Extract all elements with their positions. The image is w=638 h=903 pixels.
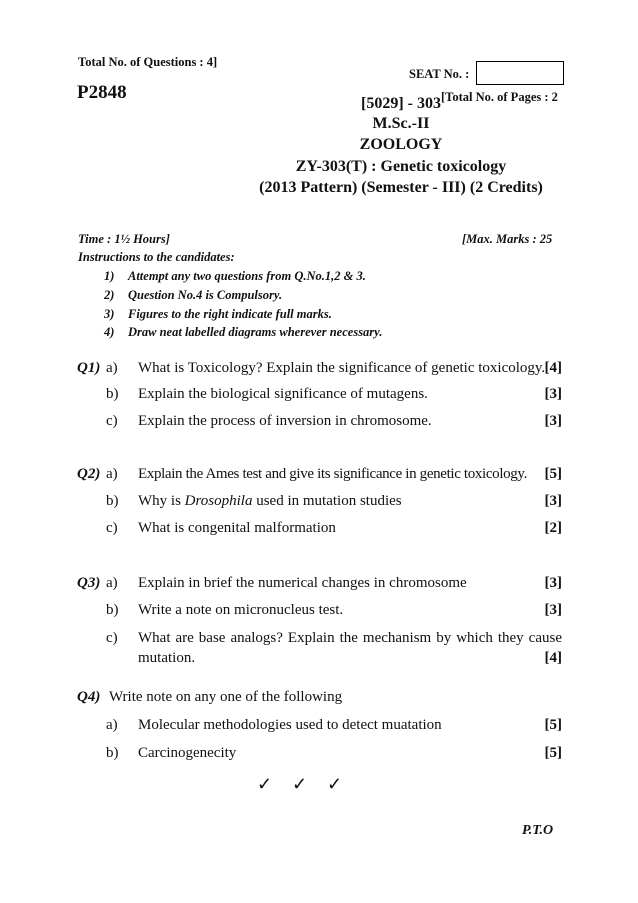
question-label: Q1) xyxy=(77,360,101,376)
part-marks: [5] xyxy=(544,745,562,761)
part-text-line2: mutation. xyxy=(138,650,196,666)
part-letter: a) xyxy=(106,575,118,591)
part-letter: b) xyxy=(106,602,119,618)
course-title xyxy=(0,115,638,133)
question-label: Q2) xyxy=(77,466,101,482)
part-text-post: used in mutation studies xyxy=(252,493,402,509)
part-marks: [3] xyxy=(544,575,562,591)
part-text-italic: Drosophila xyxy=(184,493,253,509)
instruction-num: 1) xyxy=(104,269,115,283)
part-marks: [4] xyxy=(544,360,562,376)
question-label: Q4) xyxy=(77,689,101,705)
part-marks: [5] xyxy=(544,717,562,733)
part-text: What is congenital malformation xyxy=(138,520,336,536)
instruction-num: 2) xyxy=(104,288,115,302)
part-marks: [5] xyxy=(544,466,562,482)
course-text: M.Sc.-II xyxy=(372,115,430,132)
instruction-text: Question No.4 is Compulsory. xyxy=(128,288,283,302)
subject-title xyxy=(0,136,638,154)
subject-text: ZOOLOGY xyxy=(359,136,443,153)
part-letter: b) xyxy=(106,745,119,761)
part-marks: [3] xyxy=(544,493,562,509)
part-text: Write a note on micronucleus test. xyxy=(138,602,344,618)
part-text: Explain in brief the numerical changes in chromosome xyxy=(138,575,467,591)
check-mark-icon: ✓ xyxy=(292,774,308,794)
part-letter: b) xyxy=(106,493,119,509)
part-text-pre: Why is xyxy=(138,493,185,509)
check-mark-icon: ✓ xyxy=(327,774,343,794)
exam-code-text: [5029] - 303 xyxy=(361,95,441,112)
part-marks: [4] xyxy=(544,650,562,666)
part-text: Carcinogenecity xyxy=(138,745,237,761)
paper-title-text: ZY-303(T) : Genetic toxicology xyxy=(295,158,507,175)
seat-no-label: SEAT No. : xyxy=(409,67,470,81)
max-marks: [Max. Marks : 25 xyxy=(462,232,553,246)
instruction-num: 4) xyxy=(104,325,115,339)
instruction-text: Attempt any two questions from Q.No.1,2 & 3. xyxy=(128,269,366,283)
part-text: Molecular methodologies used to detect muatation xyxy=(138,717,442,733)
part-text: Explain the Ames test and give its significance in genetic toxicology. xyxy=(138,466,528,482)
part-letter: a) xyxy=(106,466,118,482)
question-label: Q3) xyxy=(77,575,101,591)
part-marks: [3] xyxy=(544,413,562,429)
part-marks: [3] xyxy=(544,602,562,618)
part-text-line1: What are base analogs? Explain the mechanism by which they cause xyxy=(138,630,562,646)
part-text: What is Toxicology? Explain the significance of genetic toxicology. xyxy=(138,360,546,376)
seat-no-box xyxy=(476,61,564,85)
instruction-text: Figures to the right indicate full marks. xyxy=(128,307,332,321)
part-letter: c) xyxy=(106,630,118,646)
part-letter: c) xyxy=(106,413,118,429)
instruction-text: Draw neat labelled diagrams wherever necessary. xyxy=(128,325,383,339)
total-pages: [Total No. of Pages : 2 xyxy=(441,90,558,104)
part-text xyxy=(138,493,402,510)
part-letter: a) xyxy=(106,717,118,733)
pto-label: P.T.O xyxy=(522,823,554,838)
exam-code xyxy=(0,95,638,113)
exam-time: Time : 1½ Hours] xyxy=(78,232,170,246)
part-text: Explain the biological significance of mutagens. xyxy=(138,386,428,402)
paper-code: P2848 xyxy=(77,82,127,103)
question-intro: Write note on any one of the following xyxy=(109,689,343,705)
check-mark-icon: ✓ xyxy=(257,774,273,794)
instructions-heading: Instructions to the candidates: xyxy=(78,250,235,264)
part-marks: [3] xyxy=(544,386,562,402)
part-marks: [2] xyxy=(544,520,562,536)
part-letter: b) xyxy=(106,386,119,402)
paper-title xyxy=(0,158,638,176)
part-letter: c) xyxy=(106,520,118,536)
pattern-line xyxy=(0,179,638,197)
part-text: Explain the process of inversion in chromosome. xyxy=(138,413,432,429)
pattern-text: (2013 Pattern) (Semester - III) (2 Credits) xyxy=(259,179,543,196)
part-letter: a) xyxy=(106,360,118,376)
instruction-num: 3) xyxy=(104,307,115,321)
total-questions: Total No. of Questions : 4] xyxy=(78,55,218,69)
